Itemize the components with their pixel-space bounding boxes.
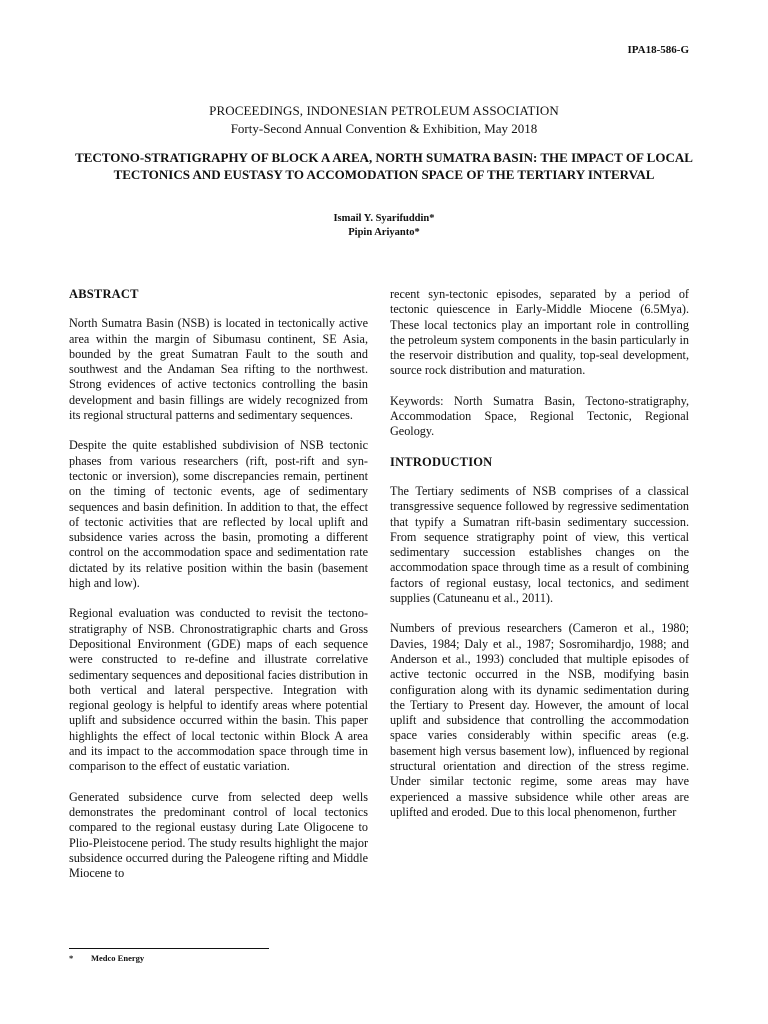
abstract-paragraph: North Sumatra Basin (NSB) is located in tectonically active area within the margin of Sibumasu continent, SE Asia, bounded by the great Sumatran Fault to the south and southwest and the Andaman Sea rifting to the northwest. Strong evidences of active tectonics controlling the basin development and basin fillings are widely recognized from its regional structural patterns and sedimentary sequences. xyxy=(69,316,368,423)
right-column xyxy=(390,287,689,835)
abstract-paragraph: recent syn-tectonic episodes, separated by a period of tectonic quiescence in Early-Middle Miocene (6.5Mya). These local tectonics play an important role in controlling the petroleum system components in the basin particularly in the reservoir distribution and quality, top-seal development, source rock distribution and maturation. xyxy=(390,287,689,378)
footnote-affiliation: Medco Energy xyxy=(91,953,145,963)
abstract-paragraph: Despite the quite established subdivision of NSB tectonic phases from various researchers (rift, post-rift and syn-tectonic or inversion), some discrepancies remain, pertinent on the timing of tectonic events, age of sedimentary sequences and basin definition. In addition to that, the effect of tectonic activities that are reflected by local uplift and subsidence varies across the basin, promoting a different control on the accommodation space and sedimentation rate dictated by its relative position within the basin (basement high and low). xyxy=(69,438,368,591)
paper-title: TECTONO-STRATIGRAPHY OF BLOCK A AREA, NORTH SUMATRA BASIN: THE IMPACT OF LOCAL TECTONICS AND EUSTASY TO ACCOMODATION SPACE OF THE TERTIARY INTERVAL xyxy=(75,150,693,182)
footnote-divider xyxy=(69,948,269,949)
introduction-heading: INTRODUCTION xyxy=(390,454,493,469)
footnote-mark: * xyxy=(69,953,74,963)
abstract-paragraph: Regional evaluation was conducted to revisit the tectono-stratigraphy of NSB. Chronostratigraphic charts and Gross Depositional Environment (GDE) maps of each sequence were constructed to re-define and illustrate correlative sedimentary sequences and depositional facies distribution in both vertical and lateral perspective. Integration with regional geology is helpful to identify areas where potential uplift and subsidence occurred within the basin. This paper highlights the effect of local tectonic within Block A area and its impact to the accommodation space through time in comparison to the effect of eustatic variation. xyxy=(69,606,368,774)
convention-line: Forty-Second Annual Convention & Exhibition, May 2018 xyxy=(230,121,538,136)
footnote xyxy=(69,953,144,963)
author-name: Ismail Y. Syarifuddin* xyxy=(333,213,435,224)
document-id: IPA18-586-G xyxy=(627,44,689,56)
abstract-paragraph: Generated subsidence curve from selected deep wells demonstrates the predominant control of local tectonics compared to the regional eustasy during Late Oligocene to Plio-Pleistocene period. The study results highlight the major subsidence occurred during the Paleogene rifting and Middle Miocene to xyxy=(69,789,369,881)
abstract-heading: ABSTRACT xyxy=(69,287,139,301)
proceedings-header xyxy=(0,103,768,137)
introduction-paragraph: The Tertiary sediments of NSB comprises of a classical transgressive sequence followed by regressive sedimentation that typify a Sumatran rift-basin sedimentary succession. From sequence stratigraphy point of view, this vertical sedimentary succession establishes changes on the accommodation space through time as a result of combining factors of regional eustasy, local tectonics, and sediment supplies (Catuneanu et al., 2011). xyxy=(390,483,689,606)
keywords: Keywords: North Sumatra Basin, Tectono-stratigraphy, Accommodation Space, Regional Tectonic, Regional Geology. xyxy=(390,393,689,439)
proceedings-line: PROCEEDINGS, INDONESIAN PETROLEUM ASSOCIATION xyxy=(209,103,559,118)
author-name: Pipin Ariyanto* xyxy=(348,227,420,238)
author-list xyxy=(0,212,768,240)
left-column xyxy=(69,287,368,896)
introduction-paragraph: Numbers of previous researchers (Cameron et al., 1980; Davies, 1984; Daly et al., 1987; Sosromihardjo, 1988; and Anderson et al., 1993) concluded that multiple episodes of active tectonic occurred in the NSB, modifying basin configuration along with its dynamic sedimentation during the Tertiary to Present day. However, the amount of local uplift and subsidence that controlling the accommodation space varies considerably within specific areas (e.g. basement high versus basement low), influenced by regional structural orientation and direction of the stress regime. Under similar tectonic regime, some areas may have experienced a massive subsidence while other areas are uplifted and eroded. Due to this local phenomenon, further xyxy=(390,621,689,819)
